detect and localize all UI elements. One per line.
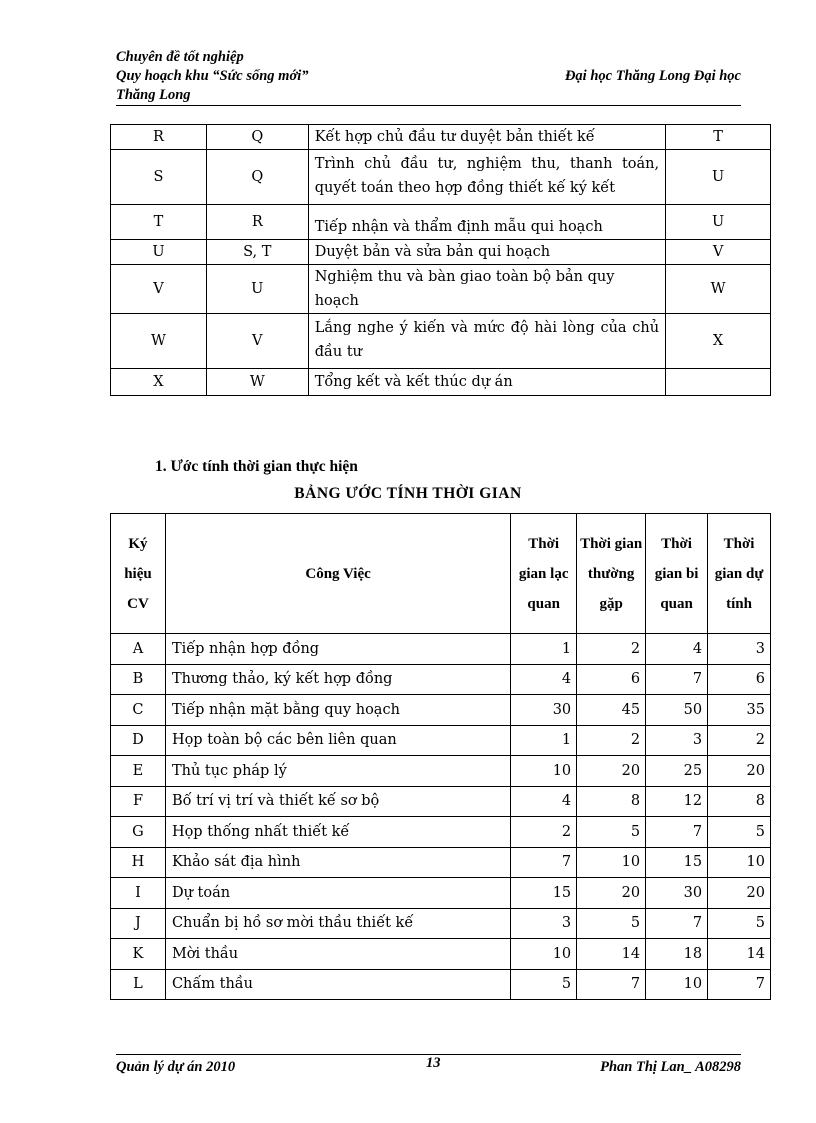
pessimistic-value: 7 — [646, 817, 708, 848]
task-code: W — [111, 314, 207, 369]
task-code: V — [111, 265, 207, 314]
predecessor: S, T — [206, 240, 308, 265]
pessimistic-value: 10 — [646, 969, 708, 1000]
likely-value: 2 — [577, 634, 646, 665]
section-title: 1. Ước tính thời gian thực hiện — [155, 458, 358, 475]
task-code: S — [111, 150, 207, 205]
header-line1: Chuyên đề tốt nghiệp — [116, 49, 244, 65]
task-name: Tiếp nhận hợp đồng — [165, 634, 510, 665]
likely-value: 6 — [577, 664, 646, 695]
table-row — [111, 847, 771, 878]
table-row — [111, 817, 771, 848]
task-name: Thương thảo, ký kết hợp đồng — [165, 664, 510, 695]
table-row — [111, 205, 771, 240]
likely-value: 5 — [577, 908, 646, 939]
header-line3: Thăng Long — [116, 87, 191, 103]
predecessor: Q — [206, 150, 308, 205]
header-optimistic: Thời gian lạc quan — [511, 514, 577, 634]
task-name: Khảo sát địa hình — [165, 847, 510, 878]
optimistic-value: 2 — [511, 817, 577, 848]
pessimistic-value: 3 — [646, 725, 708, 756]
header-likely: Thời gian thường gặp — [577, 514, 646, 634]
expected-value: 8 — [708, 786, 771, 817]
header-task: Công Việc — [165, 514, 510, 634]
task-name: Dự toán — [165, 878, 510, 909]
footer-course: Quản lý dự án 2010 — [116, 1059, 236, 1075]
task-name: Mời thầu — [165, 939, 510, 970]
table-row — [111, 265, 771, 314]
optimistic-value: 1 — [511, 634, 577, 665]
predecessor: U — [206, 265, 308, 314]
predecessor: R — [206, 205, 308, 240]
optimistic-value: 15 — [511, 878, 577, 909]
task-name: Kết hợp chủ đầu tư duyệt bản thiết kế — [308, 125, 665, 150]
optimistic-value: 4 — [511, 664, 577, 695]
task-name: Lắng nghe ý kiến và mức độ hài lòng của chủ đầu tư — [308, 314, 665, 369]
header-expected: Thời gian dự tính — [708, 514, 771, 634]
table-row — [111, 695, 771, 726]
likely-value: 10 — [577, 847, 646, 878]
table-row — [111, 969, 771, 1000]
expected-value: 10 — [708, 847, 771, 878]
optimistic-value: 7 — [511, 847, 577, 878]
table-row — [111, 634, 771, 665]
likely-value: 20 — [577, 878, 646, 909]
pessimistic-value: 25 — [646, 756, 708, 787]
optimistic-value: 5 — [511, 969, 577, 1000]
expected-value: 20 — [708, 878, 771, 909]
task-code: B — [111, 664, 166, 695]
task-name: Tổng kết và kết thúc dự án — [308, 369, 665, 396]
likely-value: 2 — [577, 725, 646, 756]
expected-value: 5 — [708, 817, 771, 848]
expected-value: 7 — [708, 969, 771, 1000]
task-name: Họp toàn bộ các bên liên quan — [165, 725, 510, 756]
task-name: Tiếp nhận và thẩm định mẫu qui hoạch — [308, 205, 665, 240]
task-code: D — [111, 725, 166, 756]
successor: W — [666, 265, 771, 314]
optimistic-value: 3 — [511, 908, 577, 939]
predecessor: W — [206, 369, 308, 396]
header-divider — [116, 105, 741, 106]
task-code: I — [111, 878, 166, 909]
task-name: Trình chủ đầu tư, nghiệm thu, thanh toán, quyết toán theo hợp đồng thiết kế ký kết — [308, 150, 665, 205]
likely-value: 8 — [577, 786, 646, 817]
task-code: G — [111, 817, 166, 848]
task-code: X — [111, 369, 207, 396]
task-code: J — [111, 908, 166, 939]
expected-value: 35 — [708, 695, 771, 726]
successor: U — [666, 205, 771, 240]
header-line2 — [116, 67, 741, 86]
task-name: Chuẩn bị hồ sơ mời thầu thiết kế — [165, 908, 510, 939]
expected-value: 5 — [708, 908, 771, 939]
page-header — [116, 48, 741, 105]
table-row — [111, 240, 771, 265]
time-estimate-body — [111, 634, 771, 1000]
page-number: 13 — [426, 1055, 441, 1071]
task-code: F — [111, 786, 166, 817]
predecessor: Q — [206, 125, 308, 150]
optimistic-value: 30 — [511, 695, 577, 726]
successor: T — [666, 125, 771, 150]
task-code: U — [111, 240, 207, 265]
likely-value: 45 — [577, 695, 646, 726]
table-row — [111, 314, 771, 369]
pessimistic-value: 7 — [646, 908, 708, 939]
table-row — [111, 756, 771, 787]
time-estimate-table — [110, 513, 771, 1000]
table-row — [111, 125, 771, 150]
task-code: T — [111, 205, 207, 240]
page-footer — [116, 1055, 741, 1076]
task-name: Bố trí vị trí và thiết kế sơ bộ — [165, 786, 510, 817]
optimistic-value: 10 — [511, 939, 577, 970]
likely-value: 20 — [577, 756, 646, 787]
table-row — [111, 786, 771, 817]
task-code: H — [111, 847, 166, 878]
task-code: A — [111, 634, 166, 665]
task-code: R — [111, 125, 207, 150]
task-name: Nghiệm thu và bàn giao toàn bộ bản quy hoạch — [308, 265, 665, 314]
likely-value: 5 — [577, 817, 646, 848]
optimistic-value: 1 — [511, 725, 577, 756]
dependency-table — [110, 124, 771, 396]
table-header-row — [111, 514, 771, 634]
successor: V — [666, 240, 771, 265]
table-row — [111, 725, 771, 756]
pessimistic-value: 50 — [646, 695, 708, 726]
task-code: K — [111, 939, 166, 970]
task-name: Thủ tục pháp lý — [165, 756, 510, 787]
successor: X — [666, 314, 771, 369]
task-name: Họp thống nhất thiết kế — [165, 817, 510, 848]
likely-value: 7 — [577, 969, 646, 1000]
table-row — [111, 369, 771, 396]
footer-author: Phan Thị Lan_ A08298 — [600, 1059, 741, 1075]
header-pessimistic: Thời gian bi quan — [646, 514, 708, 634]
likely-value: 14 — [577, 939, 646, 970]
expected-value: 20 — [708, 756, 771, 787]
expected-value: 2 — [708, 725, 771, 756]
pessimistic-value: 30 — [646, 878, 708, 909]
task-code: E — [111, 756, 166, 787]
header-university: Đại học Thăng Long Đại học — [564, 68, 741, 84]
successor: U — [666, 150, 771, 205]
pessimistic-value: 15 — [646, 847, 708, 878]
task-code: C — [111, 695, 166, 726]
pessimistic-value: 7 — [646, 664, 708, 695]
task-name: Duyệt bản và sửa bản qui hoạch — [308, 240, 665, 265]
pessimistic-value: 18 — [646, 939, 708, 970]
table-row — [111, 150, 771, 205]
table-row — [111, 939, 771, 970]
header-project-title: Quy hoạch khu “Sức sống mới” — [116, 68, 309, 84]
task-name: Chấm thầu — [165, 969, 510, 1000]
task-code: L — [111, 969, 166, 1000]
predecessor: V — [206, 314, 308, 369]
expected-value: 14 — [708, 939, 771, 970]
table-row — [111, 908, 771, 939]
successor — [666, 369, 771, 396]
optimistic-value: 4 — [511, 786, 577, 817]
optimistic-value: 10 — [511, 756, 577, 787]
header-code: Ký hiệu CV — [111, 514, 166, 634]
expected-value: 3 — [708, 634, 771, 665]
pessimistic-value: 12 — [646, 786, 708, 817]
pessimistic-value: 4 — [646, 634, 708, 665]
table-row — [111, 878, 771, 909]
table-row — [111, 664, 771, 695]
expected-value: 6 — [708, 664, 771, 695]
task-name: Tiếp nhận mặt bằng quy hoạch — [165, 695, 510, 726]
table-title: BẢNG ƯỚC TÍNH THỜI GIAN — [294, 485, 522, 502]
